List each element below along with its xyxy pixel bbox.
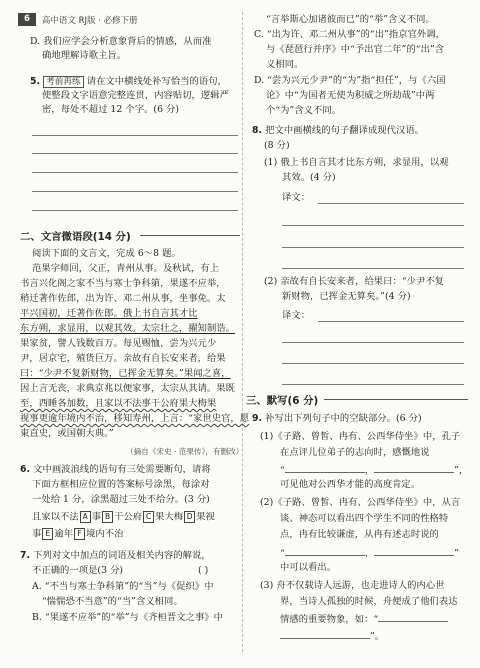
answer-line[interactable] [282,268,464,269]
separator: ， [364,548,375,559]
separator: ， [364,465,375,476]
page-header [18,13,138,26]
fill-2: 点，冉有比较谦虚，从冉有述志时说的 [280,529,439,540]
answer-text: 境内不治 [86,528,124,540]
reading-intro: 阅读下面的文言文，完成 6～8 题。 [32,248,181,259]
choice-box[interactable]: D [184,511,195,523]
practice-tag: 考前再练 [43,76,84,88]
quote-mark: ” [454,548,459,559]
option-b: B. “果遂不应举”的“举”与《齐桓晋文之事》中 [32,612,224,623]
answer-text: 事 [91,511,102,523]
section-rule [140,235,240,236]
fill-3: 界，当诗人孤独的时候，舟便成了他们表达 [280,596,458,607]
choice-box[interactable]: B [102,511,113,523]
sentence-break-answer [32,528,123,541]
sub-question-1: 其效。(4 分) [282,172,336,183]
passage-line: 果家贫，譬人钱数百万。每见赐恤，尝为兴元少 [20,338,217,349]
question-number: 8. [252,125,263,136]
fill-2: 中可以看出。 [280,562,337,573]
quote-mark: “ [280,465,285,476]
question-text: (8 分) [264,140,290,151]
answer-paren[interactable]: ( ) [198,565,209,576]
option-b-cont: “言举斯心加诸彼而已”的“举”含义不同。 [266,14,435,25]
question-9 [252,413,422,425]
blank-field[interactable] [285,463,365,473]
answer-line[interactable] [282,363,464,364]
answer-line[interactable] [282,342,464,343]
fill-1: 在点评儿位弟子的志向时，感慨地说 [280,447,430,458]
answer-text: 逾年 [54,528,74,540]
column-divider [242,12,244,652]
passage-line: 尹，居京宅，殖货巨万。亲故有自长安来者，给果 [20,353,226,364]
answer-line[interactable] [282,384,464,385]
option-c: C. “出为许、邓二州从事”的“出”指京官外调， [254,29,445,40]
passage-line: 曰：“少尹不复新财物，已挥金无算矣。”果闻之喜， [20,368,231,379]
question-text: 补写出下列句子中的空缺部分。(6 分) [265,413,422,424]
passage-source: （摘自《宋史 · 范果传》，有删改） [126,447,244,456]
question-number: 9. [252,413,263,424]
answer-line[interactable] [32,172,238,173]
question-text: 把文中画横线的句子翻译成现代汉语。 [265,125,425,136]
fill-2: 谈、神态可以看出四个学生不同的性格特 [280,513,449,524]
passage-line: 书言兴化阁之家不当与寒士争科第，果遂不应举， [20,278,226,289]
passage-line: 范果字师回，父正，青州从事。及秋试，有上 [32,263,219,274]
question-7 [20,550,211,562]
sub-question-2: 新财物，已挥金无算矣。”(4 分) [282,291,411,302]
page-number: 6 [18,13,36,26]
blank-field[interactable] [378,612,448,622]
answer-line[interactable] [32,210,238,211]
choice-box[interactable]: A [80,511,91,523]
choice-box[interactable]: E [42,528,53,540]
answer-line[interactable] [318,321,464,322]
quote-mark: “ [280,548,285,559]
question-number: 6. [20,464,31,475]
option-c: 与《琵琶行并序》中“予出官二年”的“出”含 [266,44,445,55]
option-c: 义相同。 [266,59,304,70]
question-text: 不正确的一项是(3 分) [32,565,124,576]
blank-field[interactable] [374,546,454,556]
answer-text: 果大梅 [155,511,184,523]
passage-line: 至，西睡各加数，且家以不法事干公府果大梅果 [20,398,217,409]
fill-blank-row [280,612,448,626]
choice-box[interactable]: C [143,511,154,523]
answer-text: 干公府 [114,511,143,523]
question-text: 下面方框相应位置的答案标号涂黑，每涂对 [32,479,210,490]
option-a: “惴惴恐不当意”的“当”含义相同。 [42,596,183,607]
answer-line[interactable] [32,153,238,154]
translation-label: 译文： [282,192,311,203]
fill-1: (1)《子路、曾皙、冉有、公西华侍坐》中，孔子 [260,431,461,442]
section-3-title: 三、默写(6 分) [246,394,319,407]
question-number: 5. [30,76,41,87]
fill-3: (3) 舟不仅载诗人远游，也走进诗人的内心世 [260,580,445,591]
option-a: A. “不当与寒士争科第”的“当”与《促织》中 [32,581,214,592]
passage-line: 视事更逾年境内不治，移知寿州，上言：“家世史官，愿 [20,413,250,424]
section-rule [324,399,468,400]
question-5 [30,76,227,88]
answer-line[interactable] [282,225,464,226]
fill-1: 可见他对公西华才能的高度肯定。 [280,479,421,490]
passage-line: 东方朔，求显用，以观其效。太宗壮之，擢知制诰。 [20,323,235,334]
quote-mark: 情感的重要物象，如：“ [280,614,379,625]
answer-text: 且家以不法 [32,511,79,523]
option-d: 论》中“为国者无使为积威之所劫哉”中两 [266,90,435,101]
answer-text: 事 [32,528,42,540]
fill-blank-row [280,546,459,560]
blank-field[interactable] [280,629,370,639]
question-text: 密，每处不超过 12 个字。(6 分) [42,104,180,115]
question-number: 7. [20,550,31,561]
question-6 [20,464,211,476]
question-text: 文中画波浪线的语句有三处需要断句，请将 [33,464,211,475]
sub-question-1: (1) 俄上书自言其才比东方朔，求显用，以观 [264,157,449,168]
quote-mark: ”。 [370,631,385,642]
question-text: 使整段文字语意完整连贯，内容贴切，逻辑严 [42,90,229,101]
fill-2: (2)《子路、曾皙、冉有、公西华侍坐》中，从言 [260,497,461,508]
fill-blank-row [280,629,384,643]
quote-mark: ”， [454,465,469,476]
blank-field[interactable] [374,463,454,473]
option-d-line: D. 我们应学会分析意象背后的情感，从而准 [30,36,212,47]
book-title: 高中语文 RJ版 · 必修下册 [41,15,138,26]
option-d: D. “尝为兴元少尹”的“为”指“担任”，与《六国 [254,75,446,86]
option-d: 个“为”含义不同。 [266,105,342,116]
translation-label: 译文： [282,310,311,321]
fill-blank-row [280,463,468,477]
sub-question-2: (2) 亲故有自长安来者，给果曰：“少尹不复 [264,276,445,287]
answer-line[interactable] [32,135,238,136]
answer-text: 果视 [196,511,215,523]
section-2-title: 二、文言微语段(14 分) [20,230,131,243]
sentence-break-answer [32,511,215,524]
answer-line[interactable] [282,247,464,248]
choice-box[interactable]: F [74,528,85,540]
answer-line[interactable] [318,203,464,204]
blank-field[interactable] [285,546,365,556]
question-8 [252,125,424,137]
passage-line: 東直史，或国朝大典。” [20,428,114,439]
question-text: 下列对文中加点的词语及相关内容的解说， [33,550,211,561]
option-d-line: 确地理解诗歌主旨。 [42,50,127,61]
answer-line[interactable] [32,191,238,192]
passage-line: 平兴国初，迁著作佐郎。俄上书自言其才比 [20,308,198,319]
question-text: 一处给 1 分，涂黑超过三处不给分。(3 分) [32,494,210,505]
passage-line: 因上言无丧，求典京兆以便家事，太宗从其请。果既 [20,383,235,394]
passage-line: 稍迁著作佐郎，出为许、邓二州从事，坐事免。太 [20,293,226,304]
question-text: 请在文中横线处补写恰当的语句， [86,76,227,87]
